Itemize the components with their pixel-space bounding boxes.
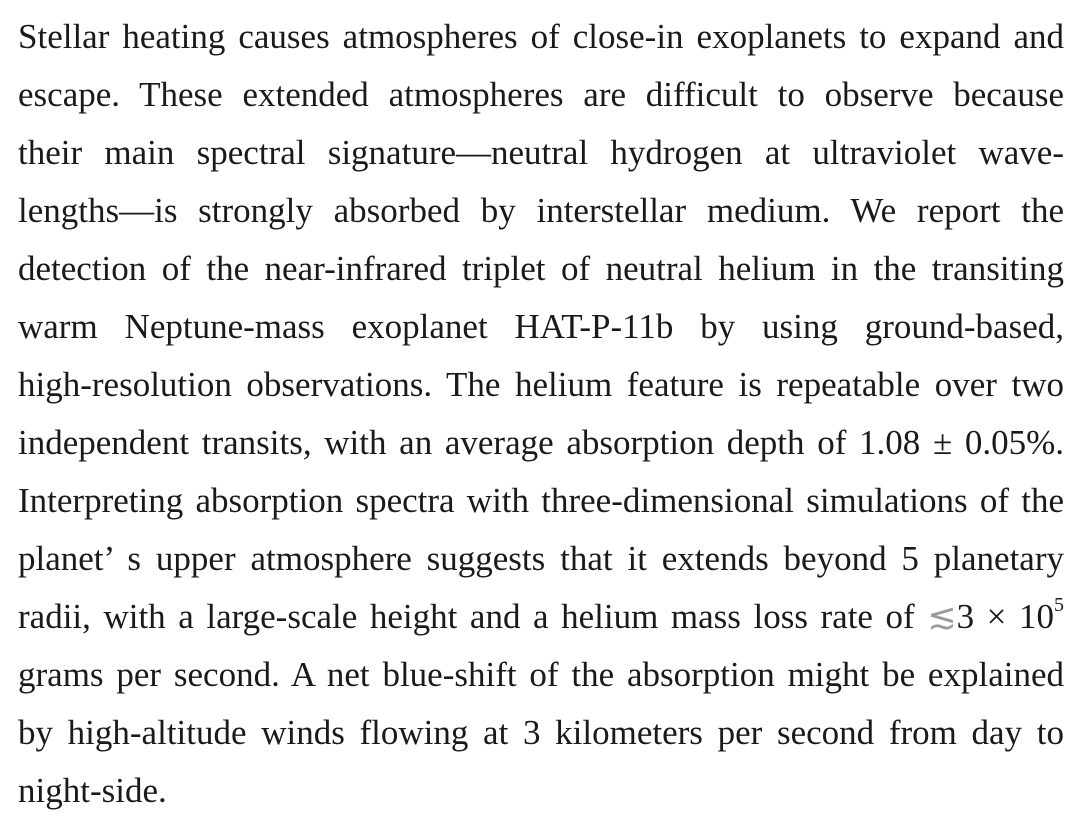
text-line: independent transits, with an average absorption depth of 1.08 ± 0.05%. [18,423,1064,462]
mass-loss-rate-exponent: 5 [1054,594,1064,617]
text-line: by high-altitude winds flowing at 3 kilometers per second from day to [18,713,1064,752]
abstract-paragraph [18,8,1064,820]
text-line: detection of the near-infrared triplet of neutral helium in the transiting [18,249,1064,288]
text-line: grams per second. A net blue-shift of the absorption might be explained [18,655,1064,694]
text-line: high-resolution observations. The helium feature is repeatable over two [18,365,1064,404]
text-line: Stellar heating causes atmospheres of close-in exoplanets to expand and [18,17,1064,56]
text-line: radii, with a large-scale height and a helium mass loss rate of [18,597,915,636]
text-line: planet’ s upper atmosphere suggests that it extends beyond 5 planetary [18,539,1064,578]
mass-loss-rate-value: 3 × 10 [956,597,1054,636]
text-line: Interpreting absorption spectra with three-dimensional simulations of the [18,481,1064,520]
text-line: their main spectral signature—neutral hydrogen at ultraviolet wave- [18,133,1064,172]
text-line: lengths—is strongly absorbed by interstellar medium. We report the [18,191,1064,230]
mass-loss-rate-line [18,588,1064,646]
less-than-or-similar-symbol: ≲ [927,597,957,636]
text-line: warm Neptune-mass exoplanet HAT-P-11b by using ground-based, [18,307,1064,346]
text-line: night-side. [18,771,167,810]
text-line: escape. These extended atmospheres are difficult to observe because [18,75,1064,114]
